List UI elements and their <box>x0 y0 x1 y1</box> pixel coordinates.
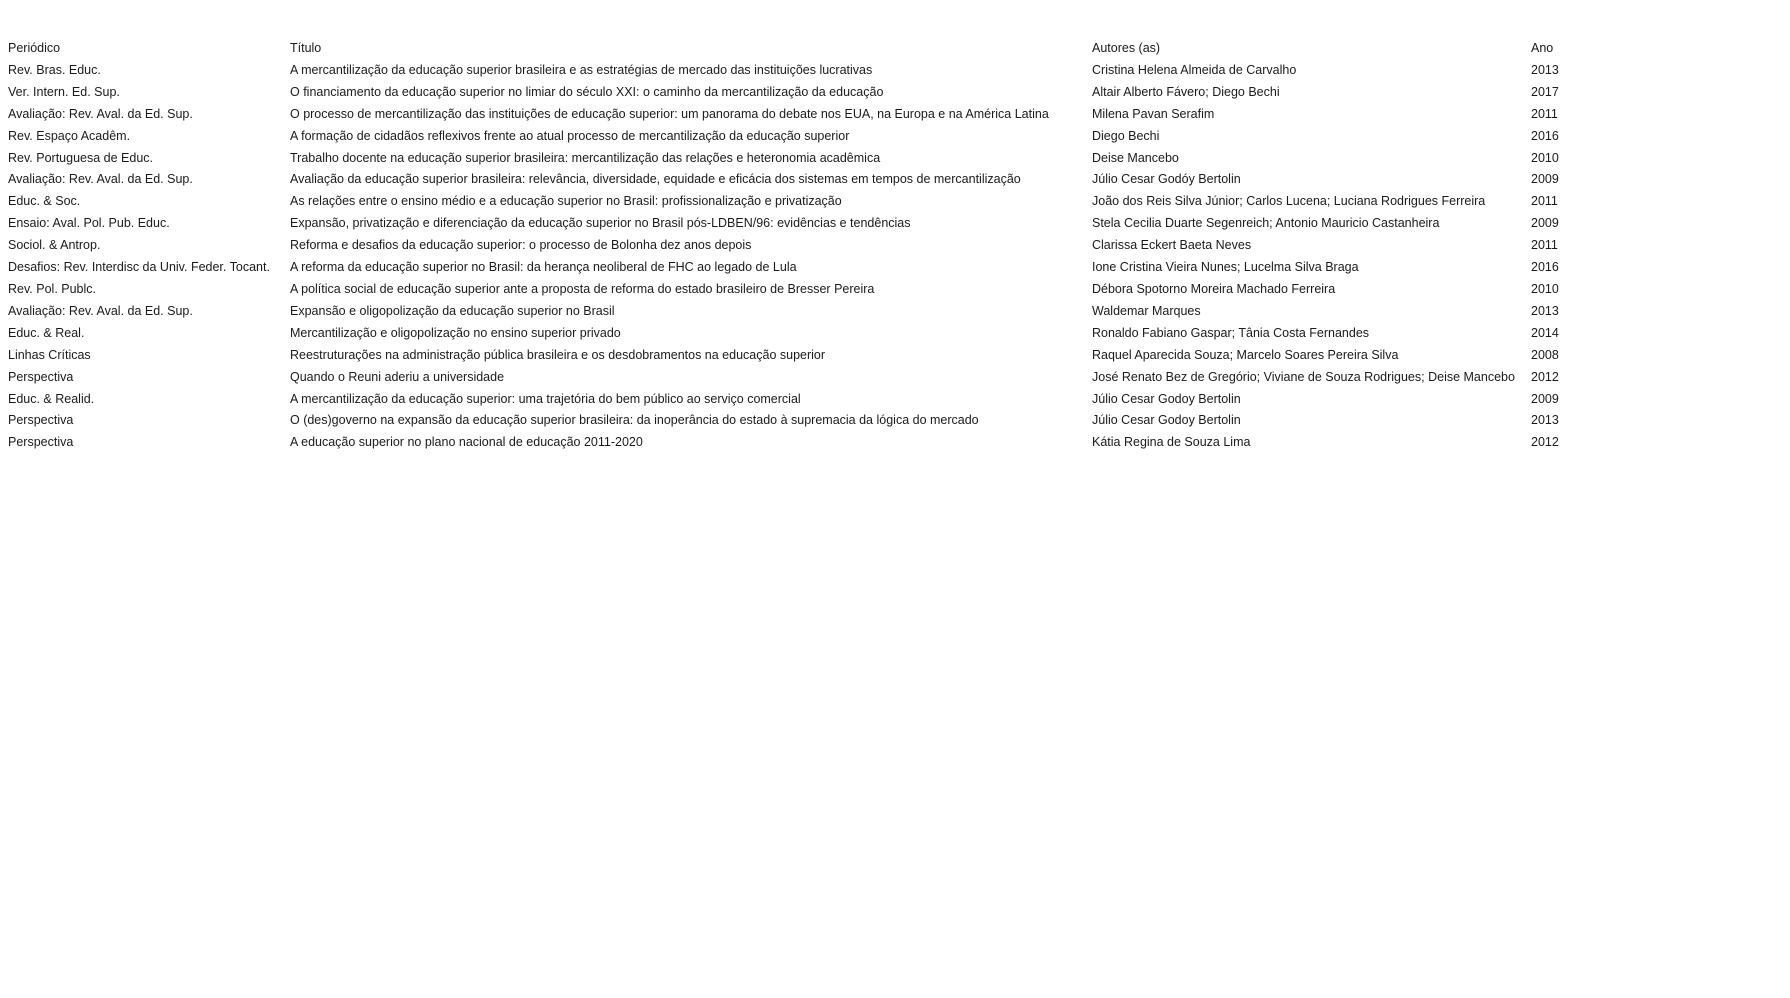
cell-titulo: As relações entre o ensino médio e a educação superior no Brasil: profissionalização e privatização <box>290 194 842 209</box>
cell-titulo: A mercantilização da educação superior brasileira e as estratégias de mercado das instituições lucrativas <box>290 62 873 77</box>
cell-ano: 2010 <box>1531 150 1559 165</box>
cell-ano: 2012 <box>1531 435 1559 450</box>
cell-autores: Altair Alberto Fávero; Diego Bechi <box>1092 84 1280 99</box>
table-row <box>8 410 1576 432</box>
cell-ano: 2011 <box>1531 238 1558 253</box>
cell-periodico: Avaliação: Rev. Aval. da Ed. Sup. <box>8 106 193 121</box>
cell-ano: 2016 <box>1531 128 1559 143</box>
cell-titulo: Expansão, privatização e diferenciação da educação superior no Brasil pós-LDBEN/96: evidências e tendências <box>290 216 911 231</box>
table-row <box>8 389 1576 411</box>
cell-ano: 2013 <box>1531 62 1559 77</box>
table-row <box>8 279 1576 301</box>
cell-titulo: Reforma e desafios da educação superior: o processo de Bolonha dez anos depois <box>290 238 752 253</box>
cell-autores: José Renato Bez de Gregório; Viviane de Souza Rodrigues; Deise Mancebo <box>1092 369 1515 384</box>
cell-periodico: Perspectiva <box>8 413 74 428</box>
table-row <box>8 148 1576 170</box>
table-body <box>8 60 1576 454</box>
cell-titulo: A política social de educação superior ante a proposta de reforma do estado brasileiro de Bresser Pereira <box>290 281 875 296</box>
cell-periodico: Ensaio: Aval. Pol. Pub. Educ. <box>8 216 170 231</box>
cell-autores: Waldemar Marques <box>1092 303 1201 318</box>
table-row <box>8 367 1576 389</box>
cell-ano: 2011 <box>1531 194 1558 209</box>
cell-periodico: Sociol. & Antrop. <box>8 238 101 253</box>
cell-titulo: O financiamento da educação superior no limiar do século XXI: o caminho da mercantilização da educação <box>290 84 884 99</box>
table-row <box>8 169 1576 191</box>
cell-ano: 2008 <box>1531 347 1559 362</box>
cell-autores: Ione Cristina Vieira Nunes; Lucelma Silva Braga <box>1092 260 1359 275</box>
cell-ano: 2012 <box>1531 369 1559 384</box>
cell-periodico: Avaliação: Rev. Aval. da Ed. Sup. <box>8 303 193 318</box>
cell-periodico: Educ. & Realid. <box>8 391 95 406</box>
cell-titulo: A reforma da educação superior no Brasil: da herança neoliberal de FHC ao legado de Lula <box>290 260 797 275</box>
table-row <box>8 60 1576 82</box>
cell-ano: 2010 <box>1531 281 1559 296</box>
column-header-periodico: Periódico <box>8 41 61 55</box>
cell-periodico: Rev. Portuguesa de Educ. <box>8 150 153 165</box>
cell-periodico: Perspectiva <box>8 435 74 450</box>
cell-autores: Deise Mancebo <box>1092 150 1179 165</box>
cell-ano: 2009 <box>1531 172 1559 187</box>
cell-titulo: A formação de cidadãos reflexivos frente ao atual processo de mercantilização da educação superior <box>290 128 850 143</box>
cell-periodico: Linhas Críticas <box>8 347 91 362</box>
cell-autores: Stela Cecilia Duarte Segenreich; Antonio Mauricio Castanheira <box>1092 216 1440 231</box>
cell-ano: 2013 <box>1531 413 1559 428</box>
table-row <box>8 301 1576 323</box>
cell-periodico: Rev. Bras. Educ. <box>8 62 101 77</box>
cell-periodico: Ver. Intern. Ed. Sup. <box>8 84 120 99</box>
cell-periodico: Rev. Pol. Publc. <box>8 281 97 296</box>
table-row <box>8 323 1576 345</box>
table-row <box>8 213 1576 235</box>
table-row <box>8 235 1576 257</box>
cell-titulo: A educação superior no plano nacional de educação 2011-2020 <box>290 435 643 450</box>
table-row <box>8 82 1576 104</box>
cell-autores: Kátia Regina de Souza Lima <box>1092 435 1251 450</box>
table-row <box>8 104 1576 126</box>
cell-autores: Clarissa Eckert Baeta Neves <box>1092 238 1252 253</box>
table-row <box>8 345 1576 367</box>
cell-autores: Júlio Cesar Godóy Bertolin <box>1092 172 1241 187</box>
cell-periodico: Desafios: Rev. Interdisc da Univ. Feder. Tocant. <box>8 260 270 275</box>
document-page <box>8 38 1576 454</box>
cell-titulo: Expansão e oligopolização da educação superior no Brasil <box>290 303 615 318</box>
cell-ano: 2009 <box>1531 216 1559 231</box>
cell-periodico: Avaliação: Rev. Aval. da Ed. Sup. <box>8 172 193 187</box>
table-row <box>8 257 1576 279</box>
cell-titulo: Reestruturações na administração pública brasileira e os desdobramentos na educação superior <box>290 347 826 362</box>
cell-ano: 2013 <box>1531 303 1559 318</box>
table-row <box>8 432 1576 454</box>
cell-titulo: Trabalho docente na educação superior brasileira: mercantilização das relações e heteronomia acadêmica <box>290 150 881 165</box>
cell-titulo: O (des)governo na expansão da educação superior brasileira: da inoperância do estado à supremacia da lógica do mercado <box>290 413 979 428</box>
cell-autores: Diego Bechi <box>1092 128 1160 143</box>
cell-periodico: Rev. Espaço Acadêm. <box>8 128 131 143</box>
cell-autores: Ronaldo Fabiano Gaspar; Tânia Costa Fernandes <box>1092 325 1370 340</box>
table-row <box>8 126 1576 148</box>
cell-ano: 2014 <box>1531 325 1559 340</box>
cell-ano: 2016 <box>1531 260 1559 275</box>
cell-titulo: Mercantilização e oligopolização no ensino superior privado <box>290 325 621 340</box>
cell-titulo: Quando o Reuni aderiu a universidade <box>290 369 505 384</box>
cell-autores: Júlio Cesar Godoy Bertolin <box>1092 413 1241 428</box>
cell-ano: 2011 <box>1531 106 1558 121</box>
cell-autores: Milena Pavan Serafim <box>1092 106 1215 121</box>
cell-periodico: Educ. & Soc. <box>8 194 81 209</box>
cell-autores: Júlio Cesar Godoy Bertolin <box>1092 391 1241 406</box>
column-header-autores: Autores (as) <box>1092 41 1161 55</box>
cell-ano: 2017 <box>1531 84 1559 99</box>
cell-autores: João dos Reis Silva Júnior; Carlos Lucena; Luciana Rodrigues Ferreira <box>1092 194 1486 209</box>
cell-autores: Débora Spotorno Moreira Machado Ferreira <box>1092 281 1336 296</box>
table-header-row <box>8 38 1576 60</box>
cell-periodico: Perspectiva <box>8 369 74 384</box>
cell-ano: 2009 <box>1531 391 1559 406</box>
cell-titulo: Avaliação da educação superior brasileira: relevância, diversidade, equidade e eficácia dos sistemas em tempos de mercantilização <box>290 172 1021 187</box>
table-row <box>8 191 1576 213</box>
publications-table <box>8 38 1576 454</box>
column-header-ano: Ano <box>1531 41 1554 55</box>
cell-autores: Raquel Aparecida Souza; Marcelo Soares Pereira Silva <box>1092 347 1399 362</box>
column-header-titulo: Título <box>290 41 322 55</box>
cell-autores: Cristina Helena Almeida de Carvalho <box>1092 62 1297 77</box>
cell-periodico: Educ. & Real. <box>8 325 85 340</box>
table-head <box>8 38 1576 60</box>
cell-titulo: O processo de mercantilização das instituições de educação superior: um panorama do debate nos EUA, na Europa e na América Latina <box>290 106 1049 121</box>
cell-titulo: A mercantilização da educação superior: uma trajetória do bem público ao serviço comercial <box>290 391 801 406</box>
